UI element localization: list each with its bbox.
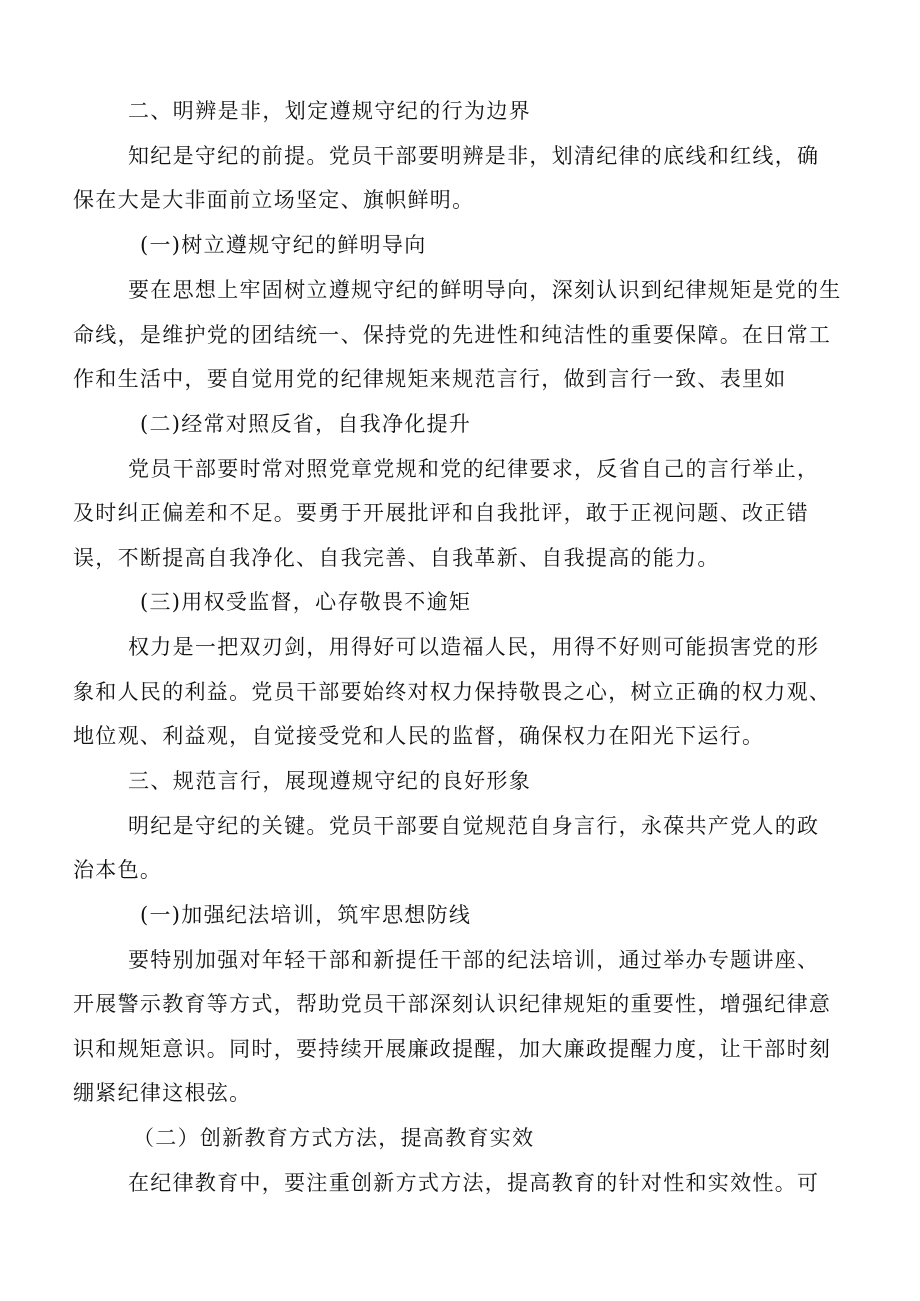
section-heading: 二、明辨是非，划定遵规守纪的行为边界 (128, 99, 532, 123)
subsection-heading: (二)经常对照反省，自我净化提升 (140, 412, 472, 436)
section-heading: 三、规范言行，展现遵规守纪的良好形象 (128, 769, 532, 793)
paragraph-line: 命线，是维护党的团结统一、保持党的先进性和纯洁性的重要保障。在日常工 (73, 323, 832, 347)
paragraph-line: 及时纠正偏差和不足。要勇于开展批评和自我批评，敢于正视问题、改正错 (73, 501, 809, 525)
paragraph-line: 治本色。 (73, 858, 163, 882)
paragraph-line: 权力是一把双刃剑，用得好可以造福人民，用得不好则可能损害党的形 (128, 635, 820, 659)
paragraph-line: 党员干部要时常对照党章党规和党的纪律要求，反省自己的言行举止， (128, 457, 820, 481)
paragraph-line: 知纪是守纪的前提。党员干部要明辨是非，划清纪律的底线和红线，确 (128, 144, 820, 168)
subsection-heading: （二）创新教育方式方法，提高教育实效 (133, 1126, 535, 1150)
paragraph-line: 作和生活中，要自觉用党的纪律规矩来规范言行，做到言行一致、表里如 (73, 367, 787, 391)
paragraph-line: 识和规矩意识。同时，要持续开展廉政提醒，加大廉政提醒力度，让干部时刻 (73, 1037, 832, 1061)
paragraph-line: 要在思想上牢固树立遵规守纪的鲜明导向，深刻认识到纪律规矩是党的生 (128, 278, 842, 302)
paragraph-line: 在纪律教育中，要注重创新方式方法，提高教育的针对性和实效性。可 (128, 1171, 820, 1195)
paragraph-line: 保在大是大非面前立场坚定、旗帜鲜明。 (73, 188, 475, 212)
paragraph-line: 地位观、利益观，自觉接受党和人民的监督，确保权力在阳光下运行。 (73, 724, 765, 748)
subsection-heading: (三)用权受监督，心存敬畏不逾矩 (140, 590, 472, 614)
paragraph-line: 明纪是守纪的关键。党员干部要自觉规范自身言行，永葆共产党人的政 (128, 814, 820, 838)
paragraph-line: 误，不断提高自我净化、自我完善、自我革新、自我提高的能力。 (73, 546, 720, 570)
paragraph-line: 绷紧纪律这根弦。 (73, 1081, 252, 1105)
paragraph-line: 开展警示教育等方式，帮助党员干部深刻认识纪律规矩的重要性，增强纪律意 (73, 992, 832, 1016)
paragraph-line: 要特别加强对年轻干部和新提任干部的纪法培训，通过举办专题讲座、 (128, 948, 820, 972)
subsection-heading: (一)树立遵规守纪的鲜明导向 (140, 233, 427, 257)
subsection-heading: (一)加强纪法培训，筑牢思想防线 (140, 903, 472, 927)
paragraph-line: 象和人民的利益。党员干部要始终对权力保持敬畏之心，树立正确的权力观、 (73, 680, 832, 704)
